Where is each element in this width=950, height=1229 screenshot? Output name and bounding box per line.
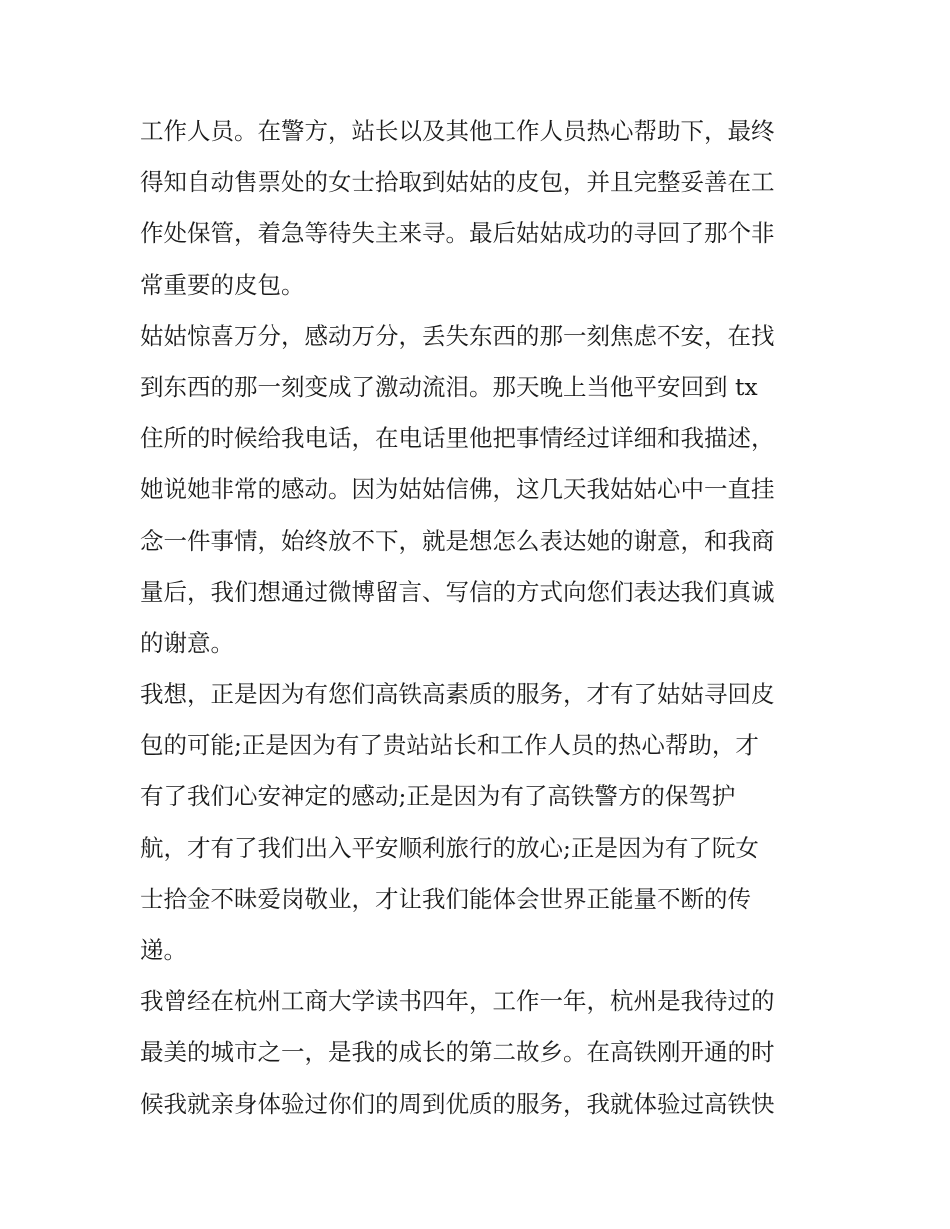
text-line-16: 士拾金不昧爱岗敬业，才让我们能体会世界正能量不断的传: [140, 884, 751, 913]
text-line-7: 住所的时候给我电话，在电话里他把事情经过详细和我描述，: [140, 424, 775, 453]
text-line-2: 得知自动售票处的女士拾取到姑姑的皮包，并且完整妥善在工: [140, 168, 775, 197]
text-line-13: 包的可能;正是因为有了贵站站长和工作人员的热心帮助，才: [140, 731, 759, 760]
text-line-14: 有了我们心安神定的感动;正是因为有了高铁警方的保驾护: [140, 782, 736, 811]
text-line-10: 量后，我们想通过微博留言、写信的方式向您们表达我们真诚: [140, 577, 775, 606]
text-line-8: 她说她非常的感动。因为姑姑信佛，这几天我姑姑心中一直挂: [140, 475, 775, 504]
text-line-5: 姑姑惊喜万分，感动万分，丢失东西的那一刻焦虑不安，在找: [140, 321, 775, 350]
text-line-19: 最美的城市之一，是我的成长的第二故乡。在高铁刚开通的时: [140, 1038, 775, 1067]
text-line-3: 作处保管，着急等待失主来寻。最后姑姑成功的寻回了那个非: [140, 219, 775, 248]
text-line-18: 我曾经在杭州工商大学读书四年，工作一年，杭州是我待过的: [140, 987, 775, 1016]
text-line-17: 递。: [140, 936, 187, 964]
text-line-12: 我想，正是因为有您们高铁高素质的服务，才有了姑姑寻回皮: [140, 680, 775, 709]
document-body: [140, 106, 820, 1130]
text-line-11: 的谢意。: [140, 628, 234, 657]
text-line-15: 航，才有了我们出入平安顺利旅行的放心;正是因为有了阮女: [140, 833, 759, 862]
text-line-20: 候我就亲身体验过你们的周到优质的服务，我就体验过高铁快: [140, 1089, 775, 1118]
text-line-6: 到东西的那一刻变成了激动流泪。那天晚上当他平安回到 tx: [140, 372, 758, 401]
text-line-4: 常重要的皮包。: [140, 270, 305, 299]
text-line-9: 念一件事情，始终放不下，就是想怎么表达她的谢意，和我商: [140, 526, 775, 555]
text-line-1: 工作人员。在警方，站长以及其他工作人员热心帮助下，最终: [140, 117, 775, 145]
